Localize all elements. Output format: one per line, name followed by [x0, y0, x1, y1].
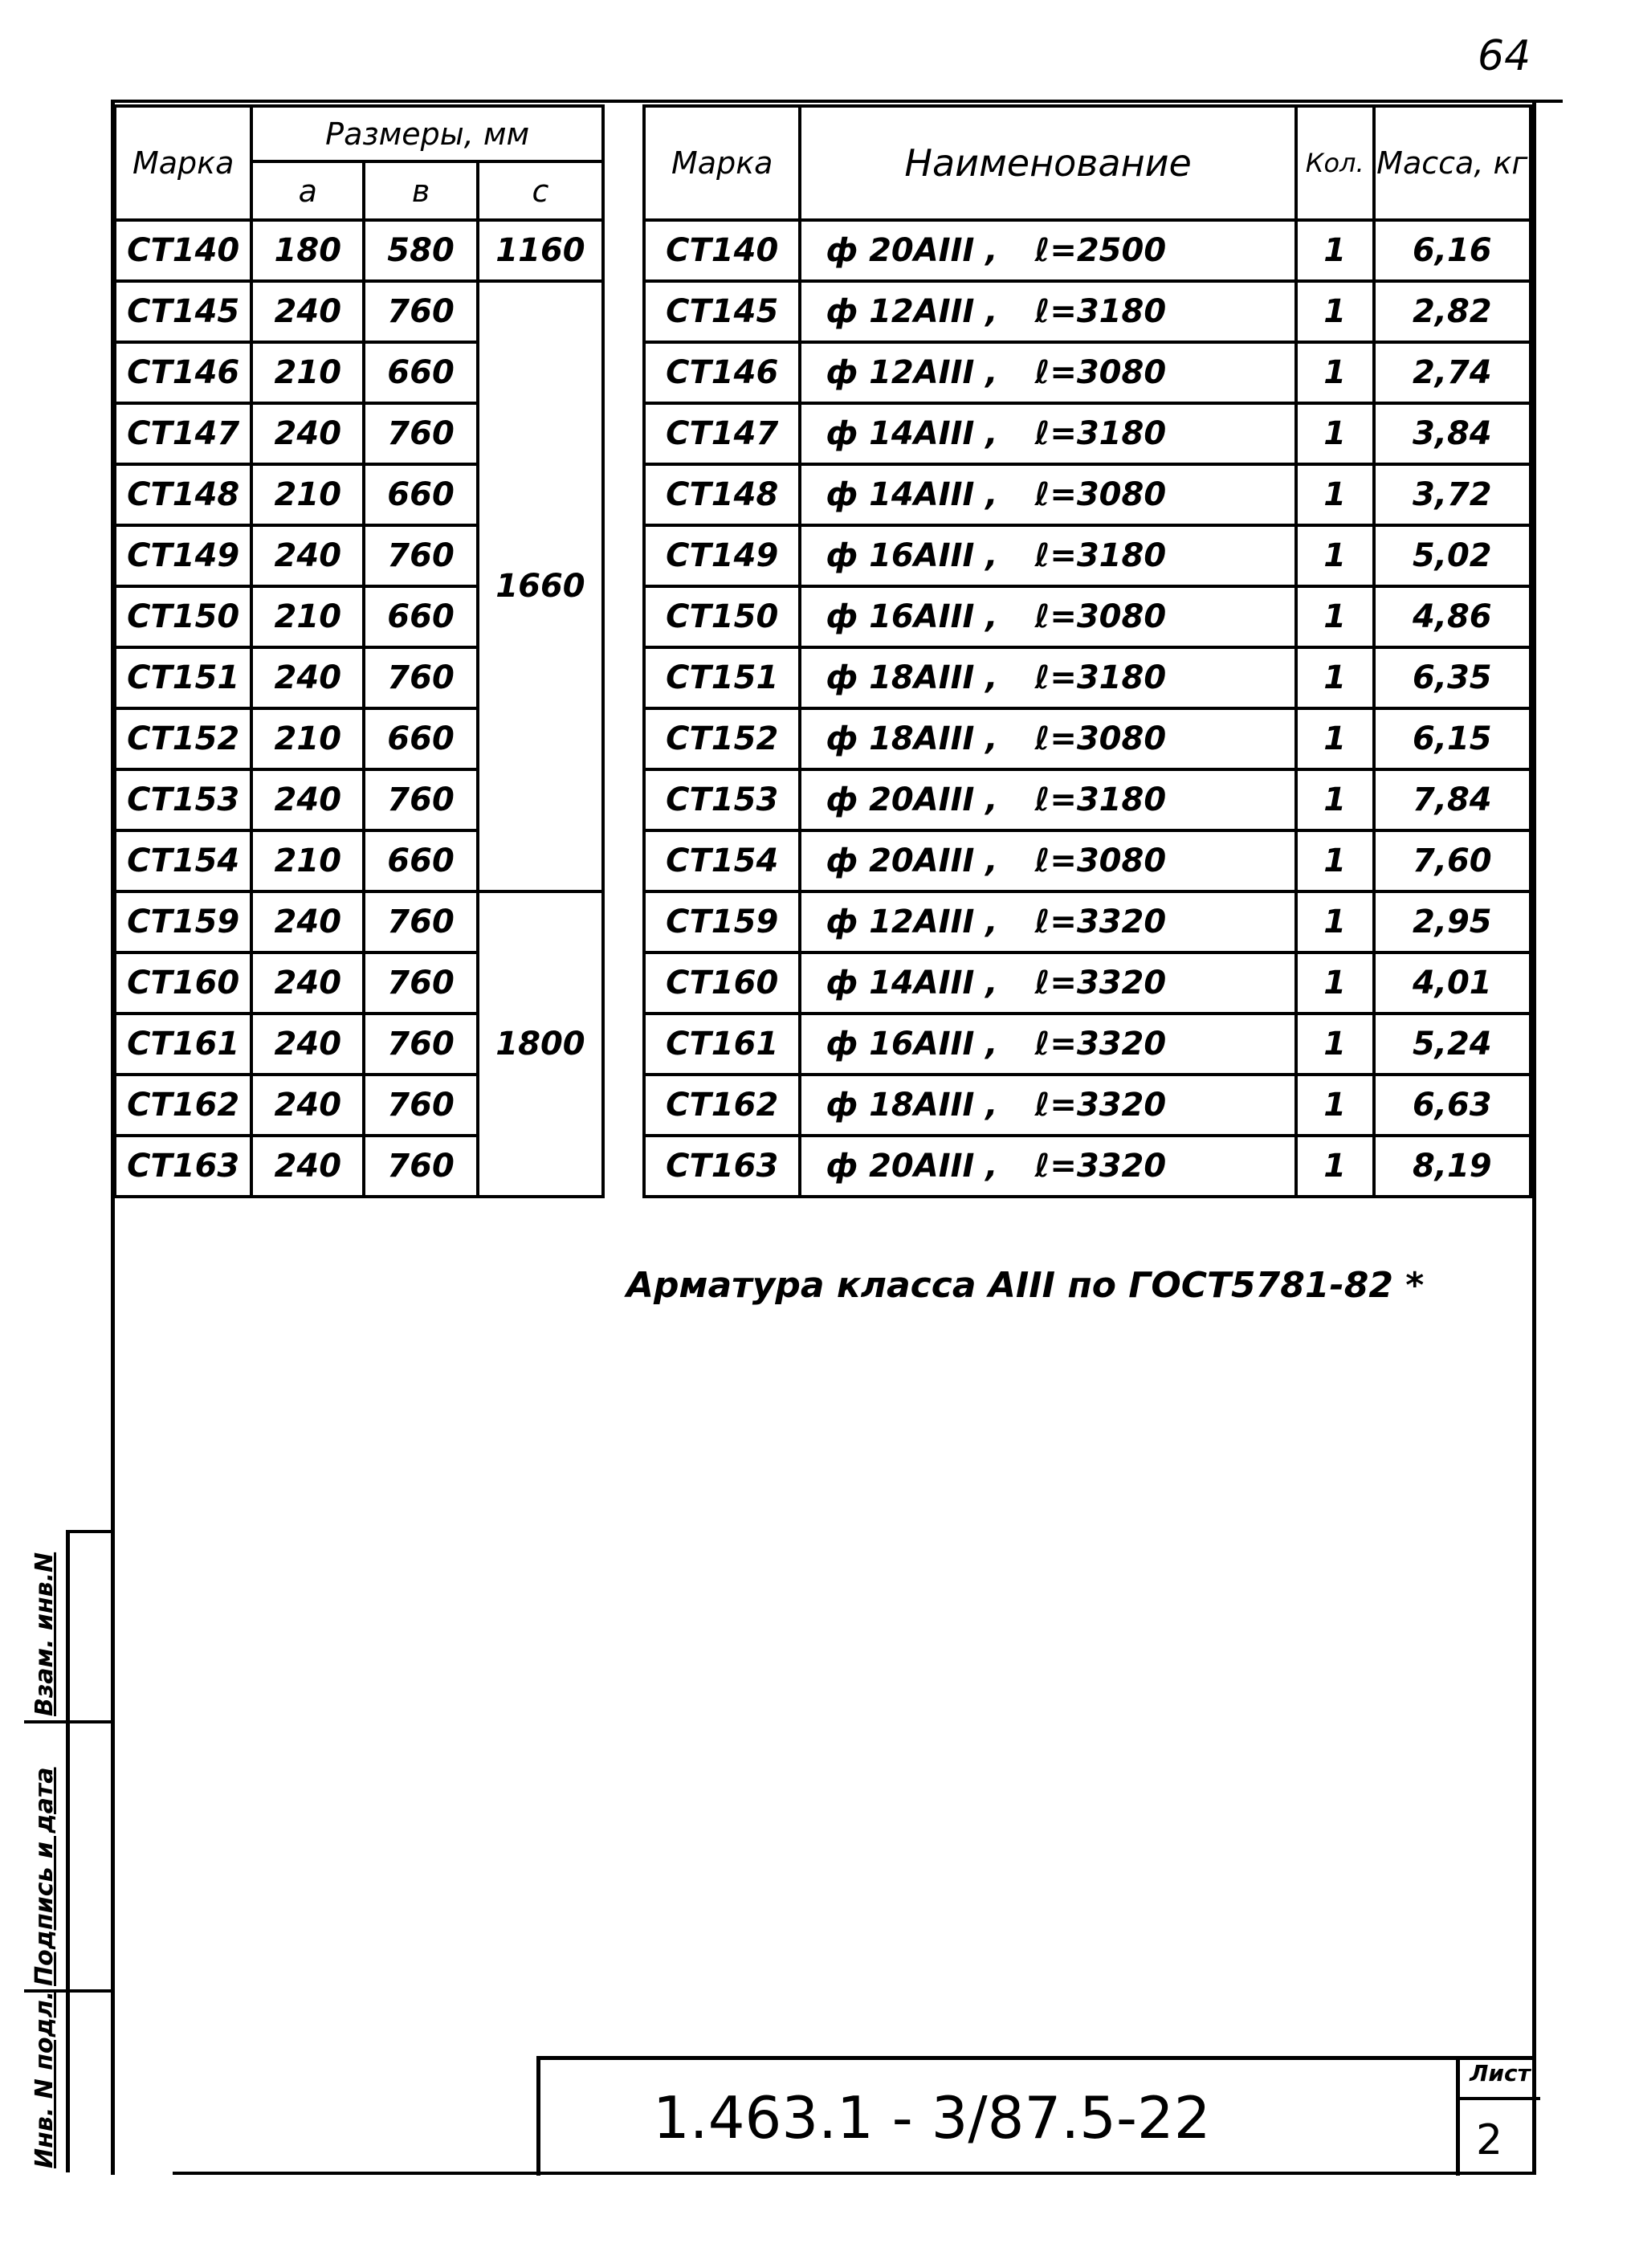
bar-length: ℓ=3320 [1034, 1148, 1167, 1185]
cell-b: 760 [364, 403, 478, 464]
table-row [644, 891, 1531, 952]
rebar-class-note: Арматура класса АIII по ГОСТ5781-82 * [626, 1265, 1425, 1306]
table-row [644, 1136, 1531, 1197]
bar-length: ℓ=3180 [1034, 781, 1167, 818]
cell-mass: 6,35 [1374, 647, 1531, 708]
cell-name [800, 830, 1295, 891]
cell-name [800, 1136, 1295, 1197]
table-row [644, 708, 1531, 769]
bar-length: ℓ=3080 [1034, 720, 1167, 757]
cell-mass: 5,02 [1374, 525, 1531, 586]
cell-qty: 1 [1296, 342, 1374, 403]
side-label-inv: Инв. N подл. [31, 1990, 59, 2168]
cell-name [800, 647, 1295, 708]
cell-mass: 2,82 [1374, 281, 1531, 342]
cell-mark: СТ145 [644, 281, 800, 342]
cell-qty: 1 [1296, 1075, 1374, 1136]
cell-a: 240 [251, 281, 364, 342]
cell-b: 760 [364, 525, 478, 586]
cell-name [800, 220, 1295, 281]
cell-b: 660 [364, 342, 478, 403]
cell-qty: 1 [1296, 464, 1374, 525]
cell-mark: СТ152 [115, 708, 251, 769]
bar-spec: ф 12АIII , [826, 904, 998, 940]
bar-length: ℓ=3180 [1034, 293, 1167, 330]
cell-mark: СТ146 [644, 342, 800, 403]
frame-right [1532, 100, 1536, 2175]
bar-spec: ф 18АIII , [826, 1087, 998, 1124]
cell-c: 1660 [478, 281, 603, 891]
cell-mass: 6,15 [1374, 708, 1531, 769]
bar-length: ℓ=3080 [1034, 842, 1167, 879]
cell-mass: 5,24 [1374, 1014, 1531, 1075]
page-number: 64 [1478, 32, 1531, 80]
cell-a: 210 [251, 586, 364, 647]
cell-name [800, 952, 1295, 1014]
cell-mark: СТ162 [115, 1075, 251, 1136]
cell-c: 1800 [478, 891, 603, 1197]
frame-top [111, 100, 1563, 103]
bar-length: ℓ=3320 [1034, 1026, 1167, 1063]
bar-spec: ф 20АIII , [826, 781, 998, 818]
header-name: Наименование [800, 106, 1295, 220]
cell-a: 240 [251, 1014, 364, 1075]
sheet-cell [1456, 2060, 1540, 2176]
cell-mark: СТ149 [644, 525, 800, 586]
bar-length: ℓ=3080 [1034, 598, 1167, 635]
cell-mark: СТ146 [115, 342, 251, 403]
header-mass: Масса, кг [1374, 106, 1531, 220]
table-row [644, 769, 1531, 830]
cell-name [800, 708, 1295, 769]
cell-mark: СТ150 [115, 586, 251, 647]
cell-name [800, 281, 1295, 342]
bar-length: ℓ=3080 [1034, 476, 1167, 513]
cell-name [800, 342, 1295, 403]
table-row [115, 220, 603, 281]
cell-name [800, 464, 1295, 525]
cell-a: 240 [251, 525, 364, 586]
bar-spec: ф 20АIII , [826, 1148, 998, 1185]
cell-a: 240 [251, 891, 364, 952]
cell-mass: 8,19 [1374, 1136, 1531, 1197]
cell-mark: СТ151 [115, 647, 251, 708]
table-row [644, 586, 1531, 647]
cell-b: 760 [364, 1075, 478, 1136]
cell-mass: 2,95 [1374, 891, 1531, 952]
cell-a: 240 [251, 1136, 364, 1197]
cell-qty: 1 [1296, 1136, 1374, 1197]
cell-qty: 1 [1296, 769, 1374, 830]
header-mark: Марка [115, 106, 251, 220]
bar-length: ℓ=2500 [1034, 232, 1167, 269]
cell-qty: 1 [1296, 647, 1374, 708]
header-dimensions: Размеры, мм [251, 106, 603, 161]
table-row [644, 464, 1531, 525]
cell-qty: 1 [1296, 1014, 1374, 1075]
cell-mark: СТ163 [644, 1136, 800, 1197]
cell-c: 1160 [478, 220, 603, 281]
cell-mark: СТ160 [644, 952, 800, 1014]
cell-b: 760 [364, 281, 478, 342]
table-row [644, 952, 1531, 1014]
cell-a: 210 [251, 464, 364, 525]
cell-name [800, 1014, 1295, 1075]
cell-b: 760 [364, 891, 478, 952]
cell-mark: СТ161 [115, 1014, 251, 1075]
document-code: 1.463.1 - 3/87.5-22 [653, 2084, 1211, 2152]
cell-mark: СТ150 [644, 586, 800, 647]
side-label-sign: Подпись и дата [31, 1767, 59, 1986]
cell-qty: 1 [1296, 891, 1374, 952]
cell-mark: СТ145 [115, 281, 251, 342]
table-row [115, 281, 603, 342]
bar-spec: ф 16АIII , [826, 1026, 998, 1063]
cell-b: 760 [364, 1014, 478, 1075]
cell-mark: СТ163 [115, 1136, 251, 1197]
cell-a: 240 [251, 403, 364, 464]
cell-qty: 1 [1296, 830, 1374, 891]
cell-mark: СТ154 [644, 830, 800, 891]
cell-mass: 6,16 [1374, 220, 1531, 281]
cell-mark: СТ161 [644, 1014, 800, 1075]
cell-name [800, 525, 1295, 586]
bar-spec: ф 14АIII , [826, 476, 998, 513]
cell-qty: 1 [1296, 586, 1374, 647]
header-a: a [251, 161, 364, 220]
cell-qty: 1 [1296, 708, 1374, 769]
cell-name [800, 1075, 1295, 1136]
cell-mass: 7,84 [1374, 769, 1531, 830]
cell-b: 660 [364, 464, 478, 525]
cell-a: 210 [251, 708, 364, 769]
cell-mark: СТ154 [115, 830, 251, 891]
cell-mark: СТ159 [644, 891, 800, 952]
bar-spec: ф 16АIII , [826, 598, 998, 635]
bar-length: ℓ=3320 [1034, 965, 1167, 1001]
cell-mass: 3,72 [1374, 464, 1531, 525]
title-block [536, 2056, 1536, 2176]
cell-mark: СТ147 [115, 403, 251, 464]
sheet-label: Лист [1460, 2060, 1540, 2100]
cell-qty: 1 [1296, 220, 1374, 281]
cell-mark: СТ159 [115, 891, 251, 952]
header-b: в [364, 161, 478, 220]
cell-mark: СТ148 [644, 464, 800, 525]
table-row [115, 891, 603, 952]
cell-mark: СТ160 [115, 952, 251, 1014]
table-row [644, 1075, 1531, 1136]
cell-mass: 6,63 [1374, 1075, 1531, 1136]
cell-mass: 3,84 [1374, 403, 1531, 464]
bar-length: ℓ=3320 [1034, 904, 1167, 940]
cell-name [800, 891, 1295, 952]
cell-mark: СТ152 [644, 708, 800, 769]
bar-spec: ф 12АIII , [826, 354, 998, 391]
table-row [644, 647, 1531, 708]
table-row [644, 281, 1531, 342]
bar-spec: ф 20АIII , [826, 842, 998, 879]
cell-b: 760 [364, 1136, 478, 1197]
cell-mass: 7,60 [1374, 830, 1531, 891]
bar-spec: ф 14АIII , [826, 415, 998, 452]
cell-mark: СТ149 [115, 525, 251, 586]
strip-top [66, 1530, 111, 1533]
table-row [644, 1014, 1531, 1075]
cell-a: 180 [251, 220, 364, 281]
cell-b: 760 [364, 769, 478, 830]
bar-length: ℓ=3180 [1034, 537, 1167, 574]
cell-qty: 1 [1296, 952, 1374, 1014]
cell-a: 240 [251, 647, 364, 708]
cell-b: 660 [364, 586, 478, 647]
cell-mass: 2,74 [1374, 342, 1531, 403]
cell-b: 660 [364, 708, 478, 769]
cell-mark: СТ153 [644, 769, 800, 830]
table-row [644, 525, 1531, 586]
dimensions-table [113, 104, 605, 1198]
bar-length: ℓ=3320 [1034, 1087, 1167, 1124]
cell-a: 240 [251, 1075, 364, 1136]
bar-spec: ф 12АIII , [826, 293, 998, 330]
cell-a: 210 [251, 830, 364, 891]
header-qty: Кол. [1296, 106, 1374, 220]
bar-length: ℓ=3080 [1034, 354, 1167, 391]
cell-mark: СТ151 [644, 647, 800, 708]
bar-spec: ф 20АIII , [826, 232, 998, 269]
cell-mark: СТ140 [115, 220, 251, 281]
side-strip [24, 1530, 111, 2172]
cell-qty: 1 [1296, 403, 1374, 464]
specification-table [642, 104, 1532, 1198]
cell-b: 760 [364, 952, 478, 1014]
cell-mark: СТ140 [644, 220, 800, 281]
bar-length: ℓ=3180 [1034, 659, 1167, 696]
cell-qty: 1 [1296, 525, 1374, 586]
bar-spec: ф 18АIII , [826, 659, 998, 696]
table-row [644, 830, 1531, 891]
cell-name [800, 769, 1295, 830]
sheet-number: 2 [1476, 2116, 1503, 2164]
cell-mark: СТ147 [644, 403, 800, 464]
header-c: c [478, 161, 603, 220]
bar-length: ℓ=3180 [1034, 415, 1167, 452]
cell-b: 580 [364, 220, 478, 281]
cell-mass: 4,86 [1374, 586, 1531, 647]
cell-a: 240 [251, 952, 364, 1014]
cell-a: 240 [251, 769, 364, 830]
cell-name [800, 586, 1295, 647]
cell-a: 210 [251, 342, 364, 403]
cell-mark: СТ162 [644, 1075, 800, 1136]
strip-divider [24, 1720, 111, 1723]
table-row [644, 342, 1531, 403]
cell-b: 660 [364, 830, 478, 891]
table-row [644, 403, 1531, 464]
table-row [644, 220, 1531, 281]
cell-mass: 4,01 [1374, 952, 1531, 1014]
bar-spec: ф 14АIII , [826, 965, 998, 1001]
side-label-replace: Взам. инв.N [31, 1552, 59, 1716]
bar-spec: ф 18АIII , [826, 720, 998, 757]
cell-mark: СТ148 [115, 464, 251, 525]
cell-mark: СТ153 [115, 769, 251, 830]
cell-name [800, 403, 1295, 464]
bar-spec: ф 16АIII , [826, 537, 998, 574]
header-mark: Марка [644, 106, 800, 220]
strip-inner [66, 1530, 70, 2172]
cell-b: 760 [364, 647, 478, 708]
cell-qty: 1 [1296, 281, 1374, 342]
